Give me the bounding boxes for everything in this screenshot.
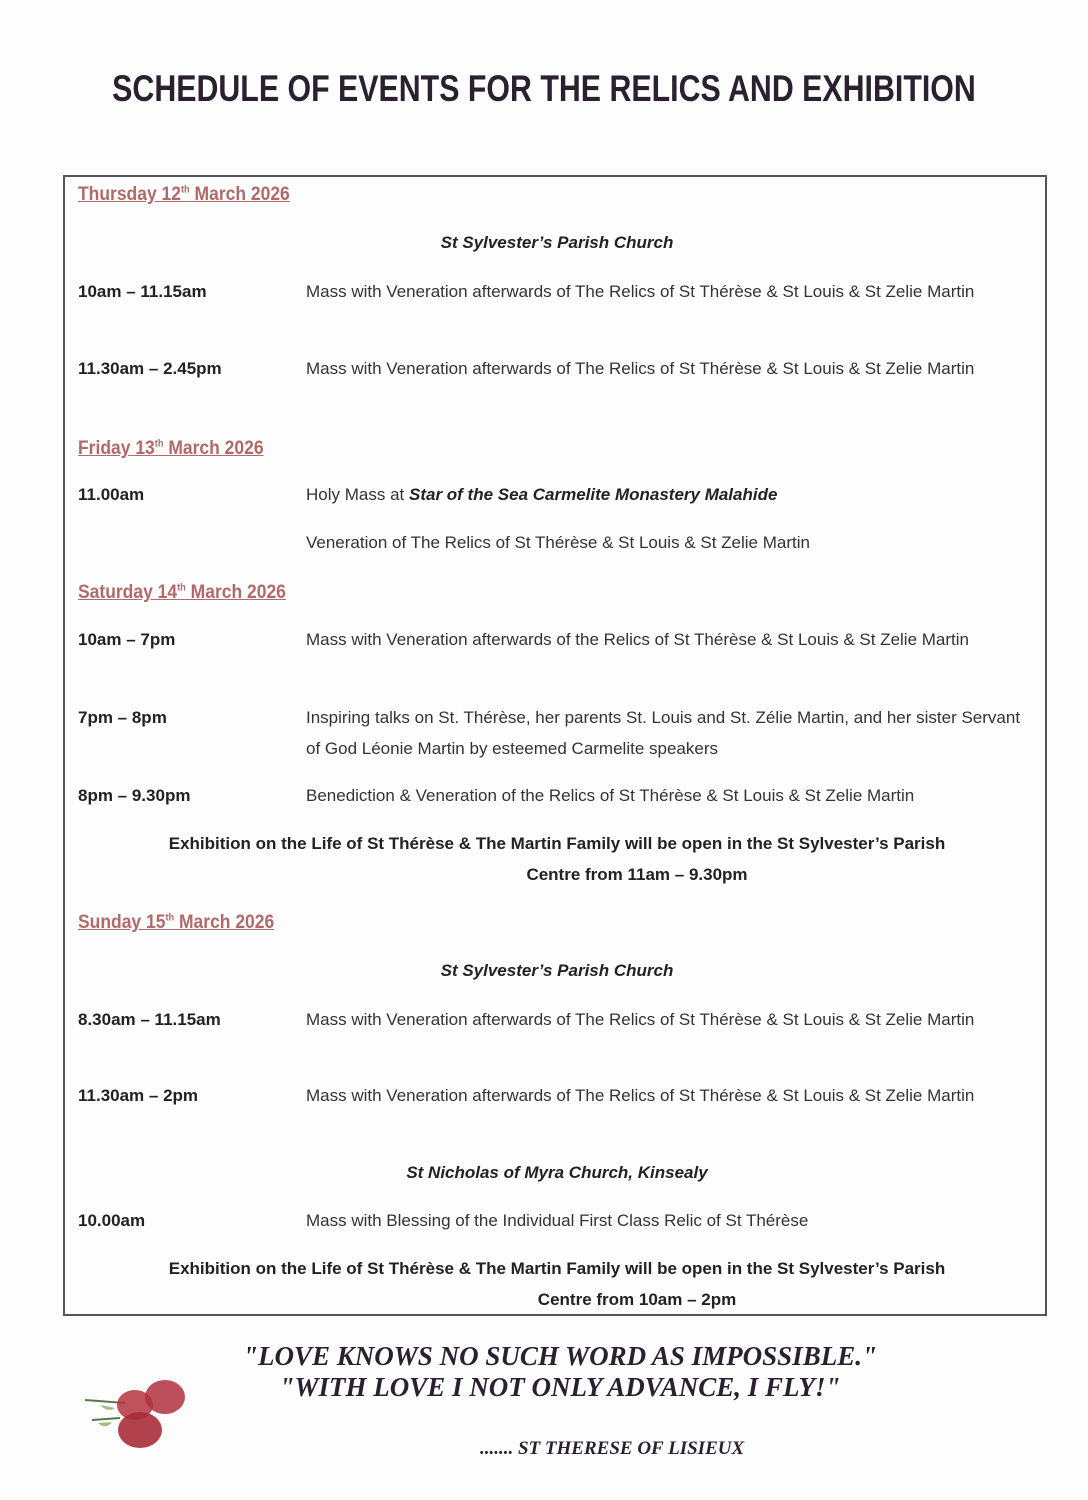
event-description: Mass with Veneration afterwards of the Relics of St Thérèse & St Louis & St Zelie Martin: [306, 630, 969, 649]
event-time: 10am – 11.15am: [78, 282, 207, 301]
exhibition-line: Exhibition on the Life of St Thérèse & The Martin Family will be open in the St Sylvester’s Parish: [168, 1259, 946, 1278]
day-heading-sunday: Sunday 15th March 2026: [78, 912, 275, 933]
quote-attribution: ....... ST THERESE OF LISIEUX: [480, 1438, 745, 1459]
quote-line-2: "WITH LOVE I NOT ONLY ADVANCE, I FLY!": [279, 1372, 841, 1402]
venue-heading: St Nicholas of Myra Church, Kinsealy: [406, 1163, 708, 1182]
exhibition-notice-saturday: [65, 828, 1049, 890]
exhibition-hours: Centre from 10am – 2pm: [537, 1290, 737, 1309]
event-time: 10am – 7pm: [78, 630, 176, 649]
rose-bloom: [118, 1412, 162, 1448]
event-description: Holy Mass at Star of the Sea Carmelite Monastery Malahide: [306, 485, 778, 504]
event-description: Veneration of The Relics of St Thérèse & St Louis & St Zelie Martin: [306, 533, 810, 552]
exhibition-notice-sunday: [65, 1253, 1049, 1315]
event-time: 8pm – 9.30pm: [78, 786, 191, 805]
venue-heading: St Sylvester’s Parish Church: [440, 233, 674, 252]
event-time: 8.30am – 11.15am: [78, 1010, 221, 1029]
event-time: 7pm – 8pm: [78, 708, 167, 727]
rose-bloom: [145, 1380, 185, 1414]
event-description: Benediction & Veneration of the Relics of St Thérèse & St Louis & St Zelie Martin: [306, 786, 915, 805]
day-heading-friday: Friday 13th March 2026: [78, 438, 264, 459]
exhibition-line: Exhibition on the Life of St Thérèse & The Martin Family will be open in the St Sylvester’s Parish: [168, 834, 946, 853]
venue-heading: St Sylvester’s Parish Church: [440, 961, 674, 980]
event-description: Mass with Veneration afterwards of The Relics of St Thérèse & St Louis & St Zelie Martin: [306, 1086, 975, 1105]
event-description: Inspiring talks on St. Thérèse, her parents St. Louis and St. Zélie Martin, and her sister Servant of God Léonie Martin by esteemed Carmelite speakers: [306, 708, 1021, 758]
roses-icon: [80, 1375, 200, 1455]
event-description: Mass with Veneration afterwards of The Relics of St Thérèse & St Louis & St Zelie Martin: [306, 359, 975, 378]
event-description: Mass with Veneration afterwards of The Relics of St Thérèse & St Louis & St Zelie Martin: [306, 282, 975, 301]
schedule-box: [63, 175, 1047, 1316]
event-time: 11.30am – 2.45pm: [78, 359, 222, 378]
exhibition-hours: Centre from 11am – 9.30pm: [526, 865, 748, 884]
event-time: 10.00am: [78, 1211, 146, 1230]
event-description: Mass with Veneration afterwards of The Relics of St Thérèse & St Louis & St Zelie Martin: [306, 1010, 975, 1029]
day-heading-thursday: Thursday 12th March 2026: [78, 184, 290, 205]
quote-line-1: "LOVE KNOWS NO SUCH WORD AS IMPOSSIBLE.": [243, 1341, 877, 1371]
event-time: 11.00am: [78, 485, 145, 504]
day-heading-saturday: Saturday 14th March 2026: [78, 582, 286, 603]
page-title: SCHEDULE OF EVENTS FOR THE RELICS AND EXHIBITION: [112, 68, 976, 109]
event-time: 11.30am – 2pm: [78, 1086, 199, 1105]
event-description: Mass with Blessing of the Individual First Class Relic of St Thérèse: [306, 1211, 809, 1230]
